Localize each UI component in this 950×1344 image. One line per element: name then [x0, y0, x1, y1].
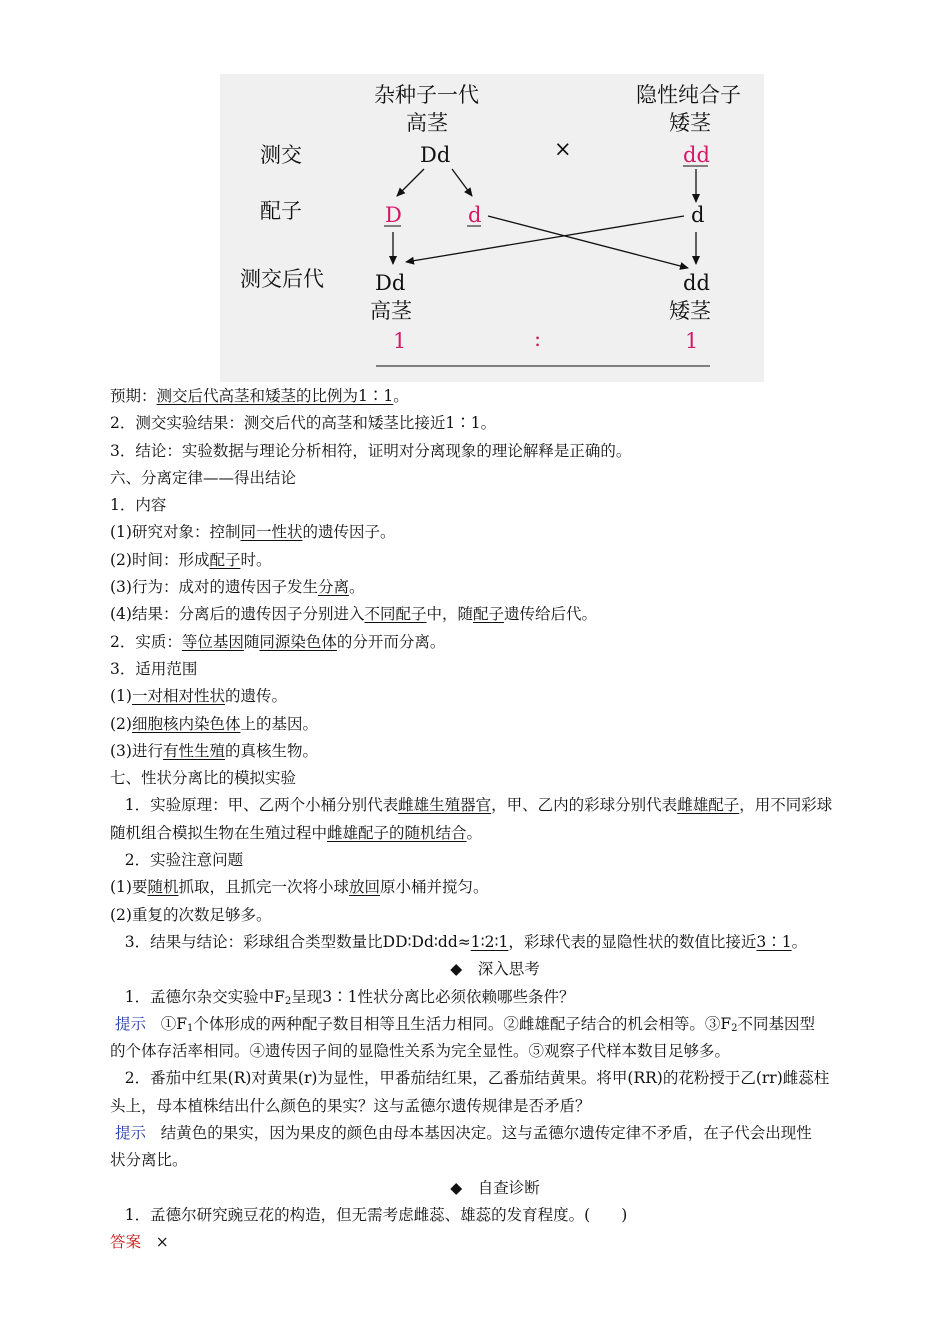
- hint-answer: 提示 $①F_1$个体形成的两种配子数目相等且生活力相同。②雌雄配子结合的机会相等。$③F_2$不同基因型: [114, 1014, 816, 1034]
- arrow-d-left-to-dd: [488, 216, 688, 268]
- hint-answer-cont: 状分离比。: [110, 1151, 188, 1170]
- text-line: 2．实验注意问题: [124, 851, 244, 870]
- ratio-left: 1: [393, 329, 407, 353]
- text-line: (2)重复的次数足够多。: [110, 905, 272, 924]
- gamete-D: D: [385, 203, 402, 227]
- heading-deep-thinking: ◆ 深入思考: [450, 960, 540, 979]
- answer-line: 答案 ×: [110, 1233, 169, 1252]
- question: 2．番茄中红果(R)对黄果(r)为显性，甲番茄结红果，乙番茄结黄果。将甲(RR)的花粉授于乙(rr)雌蕊柱: [124, 1069, 830, 1088]
- subheading: 3．适用范围: [110, 659, 198, 678]
- section-heading: 六、分离定律——得出结论: [110, 468, 297, 487]
- text-line: 预期：测交后代高茎和矮茎的比例为1∶1。: [110, 387, 409, 405]
- hint-answer: 提示 结黄色的果实，因为果皮的颜色由母本基因决定。这与孟德尔遗传定律不矛盾，在子代会出现性: [114, 1124, 812, 1143]
- text-line: 2．测交实验结果：测交后代的高茎和矮茎比接近1∶1。: [110, 414, 497, 433]
- heading-self-check: ◆ 自查诊断: [450, 1178, 540, 1197]
- text-line: (1)要随机抓取，且抓完一次将小球放回原小桶并搅匀。: [110, 878, 489, 897]
- question-cont: 头上，母本植株结出什么颜色的果实？这与孟德尔遗传规律是否矛盾？: [110, 1096, 591, 1115]
- text-line: (2)时间：形成配子时。: [110, 550, 272, 569]
- text-line: (2)细胞核内染色体上的基因。: [110, 714, 318, 733]
- genotype-right: dd: [683, 143, 710, 167]
- gamete-d-left: d: [468, 203, 482, 227]
- offspring-left-trait: 高茎: [370, 299, 412, 323]
- hybrid-trait: 高茎: [406, 111, 448, 135]
- ratio-colon: :: [534, 327, 542, 351]
- question: 1．孟德尔研究豌豆花的构造，但无需考虑雌蕊、雄蕊的发育程度。( ): [124, 1205, 628, 1224]
- genotype-left: Dd: [420, 143, 451, 167]
- text-line: (4)结果：分离后的遗传因子分别进入不同配子中，随配子遗传给后代。: [110, 605, 598, 624]
- row-label-offspring: 测交后代: [240, 267, 324, 291]
- offspring-right-trait: 矮茎: [669, 299, 711, 323]
- hybrid-title: 杂种子一代: [374, 83, 479, 107]
- cross-symbol: ×: [554, 137, 572, 161]
- row-label-gametes: 配子: [260, 199, 302, 223]
- arrow-d-right-to-Dd: [406, 216, 684, 262]
- recessive-title: 隐性纯合子: [636, 83, 741, 107]
- subheading: 1．内容: [110, 496, 167, 515]
- ratio-right: 1: [685, 329, 699, 353]
- testcross-diagram-svg: [220, 74, 764, 382]
- text-line: 3．结论：实验数据与理论分析相符，证明对分离现象的理论解释是正确的。: [110, 441, 632, 460]
- question: 1．孟德尔杂交实验中$F_2$呈现3∶1性状分离比必须依赖哪些条件？: [124, 987, 575, 1007]
- text-line: (1)一对相对性状的遗传。: [110, 687, 287, 706]
- body-text: [110, 383, 880, 1257]
- offspring-right-genotype: dd: [683, 271, 710, 295]
- hint-answer-cont: 的个体存活率相同。④遗传因子间的显隐性关系为完全显性。⑤观察子代样本数目足够多。: [110, 1042, 731, 1061]
- arrow-dd-to-d: [452, 169, 472, 196]
- text-line: 2．实质：等位基因随同源染色体的分开而分离。: [110, 632, 446, 651]
- text-line: 随机组合模拟生物在生殖过程中雌雄配子的随机结合。: [110, 823, 483, 842]
- text-line: 3．结果与结论：彩球组合类型数量比DD∶Dd∶dd≈1∶2∶1，彩球代表的显隐性状的数值比接近3∶1。: [124, 932, 808, 951]
- text-line: (3)行为：成对的遗传因子发生分离。: [110, 578, 365, 597]
- row-label-testcross: 测交: [260, 143, 302, 167]
- gamete-d-right: d: [691, 203, 705, 227]
- recessive-trait: 矮茎: [669, 111, 711, 135]
- text-line: (3)进行有性生殖的真核生物。: [110, 741, 318, 760]
- testcross-diagram: [220, 74, 764, 382]
- section-heading: 七、性状分离比的模拟实验: [110, 769, 297, 788]
- offspring-left-genotype: Dd: [375, 271, 406, 295]
- arrow-dd-to-D: [397, 169, 424, 196]
- text-line: 1．实验原理：甲、乙两个小桶分别代表雌雄生殖器官，甲、乙内的彩球分别代表雌雄配子，用不同彩球: [124, 796, 833, 815]
- text-line: (1)研究对象：控制同一性状的遗传因子。: [110, 523, 396, 542]
